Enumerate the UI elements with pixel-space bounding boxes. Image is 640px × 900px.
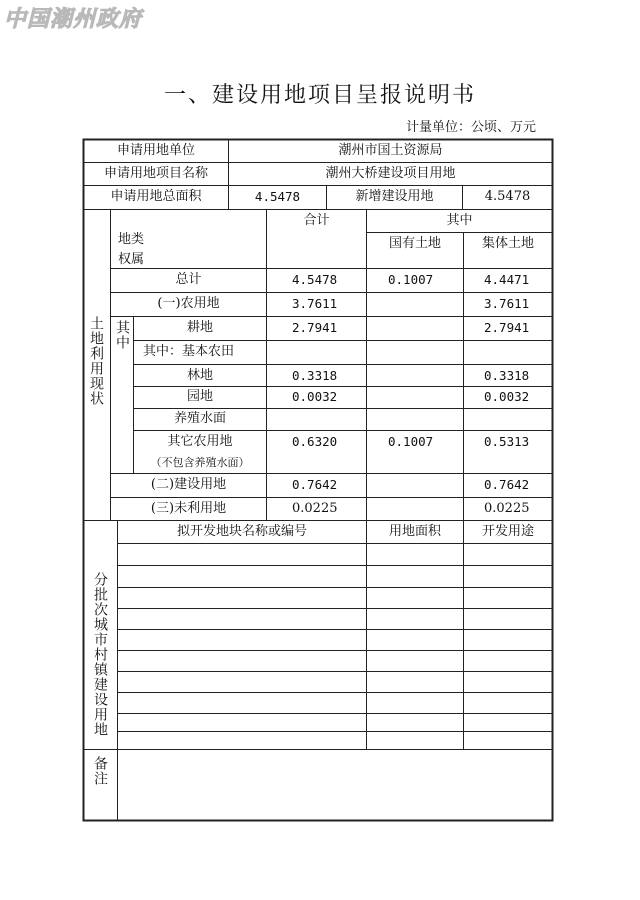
row-total: 4.5478 (292, 272, 338, 287)
row-label: (一)农用地 (157, 296, 220, 311)
row-label: 耕地 (186, 320, 213, 335)
new-construction-label: 新增建设用地 (355, 189, 434, 204)
col-land-area-header: 用地面积 (388, 524, 441, 539)
row-collective: 3.7611 (484, 296, 530, 311)
row-label: (三)未利用地 (150, 501, 227, 516)
document-title: 一、建设用地项目呈报说明书 (163, 83, 476, 108)
row-total: 2.7941 (292, 320, 338, 335)
row-collective: 2.7941 (484, 320, 530, 335)
corner-land-type: 地类 (118, 232, 145, 247)
batch-section-label: 分批次城市村镇建设用地 (92, 572, 108, 737)
col-group-header: 其中 (446, 213, 473, 228)
row-label: 养殖水面 (173, 411, 226, 426)
row-state: 0.1007 (388, 272, 434, 287)
row-label: 其它农用地 (167, 434, 233, 449)
row-collective: 0.3318 (484, 368, 530, 383)
row-collective: 0.5313 (484, 434, 530, 449)
row-label: (二)建设用地 (150, 477, 227, 492)
row-total: 0.0032 (292, 389, 338, 404)
row-collective: 0.0225 (484, 501, 530, 516)
total-area-label: 申请用地总面积 (110, 189, 202, 204)
row-collective: 0.7642 (484, 477, 530, 492)
row-total: 0.0225 (292, 501, 338, 516)
col-total-header: 合计 (303, 213, 330, 228)
row-label: 林地 (186, 368, 213, 383)
applicant-label: 申请用地单位 (116, 143, 195, 158)
project-value: 潮州大桥建设项目用地 (325, 166, 456, 181)
remarks-label: 备注 (92, 756, 108, 786)
row-label: 总计 (175, 272, 202, 287)
project-label: 申请用地项目名称 (103, 166, 208, 181)
total-area-value: 4.5478 (254, 189, 301, 204)
col-development-use-header: 开发用途 (481, 524, 534, 539)
col-state-header: 国有土地 (388, 236, 441, 251)
row-total: 3.7611 (292, 296, 338, 311)
row-label: 园地 (186, 389, 213, 404)
row-total: 0.7642 (292, 477, 338, 492)
land-use-section-label: 土地利用现状 (88, 316, 104, 406)
sub-group-label: 其中 (114, 320, 130, 350)
row-state: 0.1007 (388, 434, 434, 449)
row-label: 其中：基本农田 (143, 344, 235, 359)
col-collective-header: 集体土地 (481, 236, 534, 251)
row-collective: 4.4471 (484, 272, 530, 287)
row-collective: 0.0032 (484, 389, 530, 404)
row-total: 0.3318 (292, 368, 338, 383)
unit-note: 计量单位：公顷、万元 (405, 120, 536, 135)
new-construction-value: 4.5478 (484, 189, 531, 204)
applicant-value: 潮州市国土资源局 (338, 143, 443, 158)
row-total: 0.6320 (292, 434, 338, 449)
row-note: （不包含养殖水面） (150, 456, 250, 469)
watermark-logo: 中国潮州政府 (4, 6, 143, 32)
corner-ownership: 权属 (118, 252, 145, 267)
col-parcel-name-header: 拟开发地块名称或编号 (176, 524, 307, 539)
